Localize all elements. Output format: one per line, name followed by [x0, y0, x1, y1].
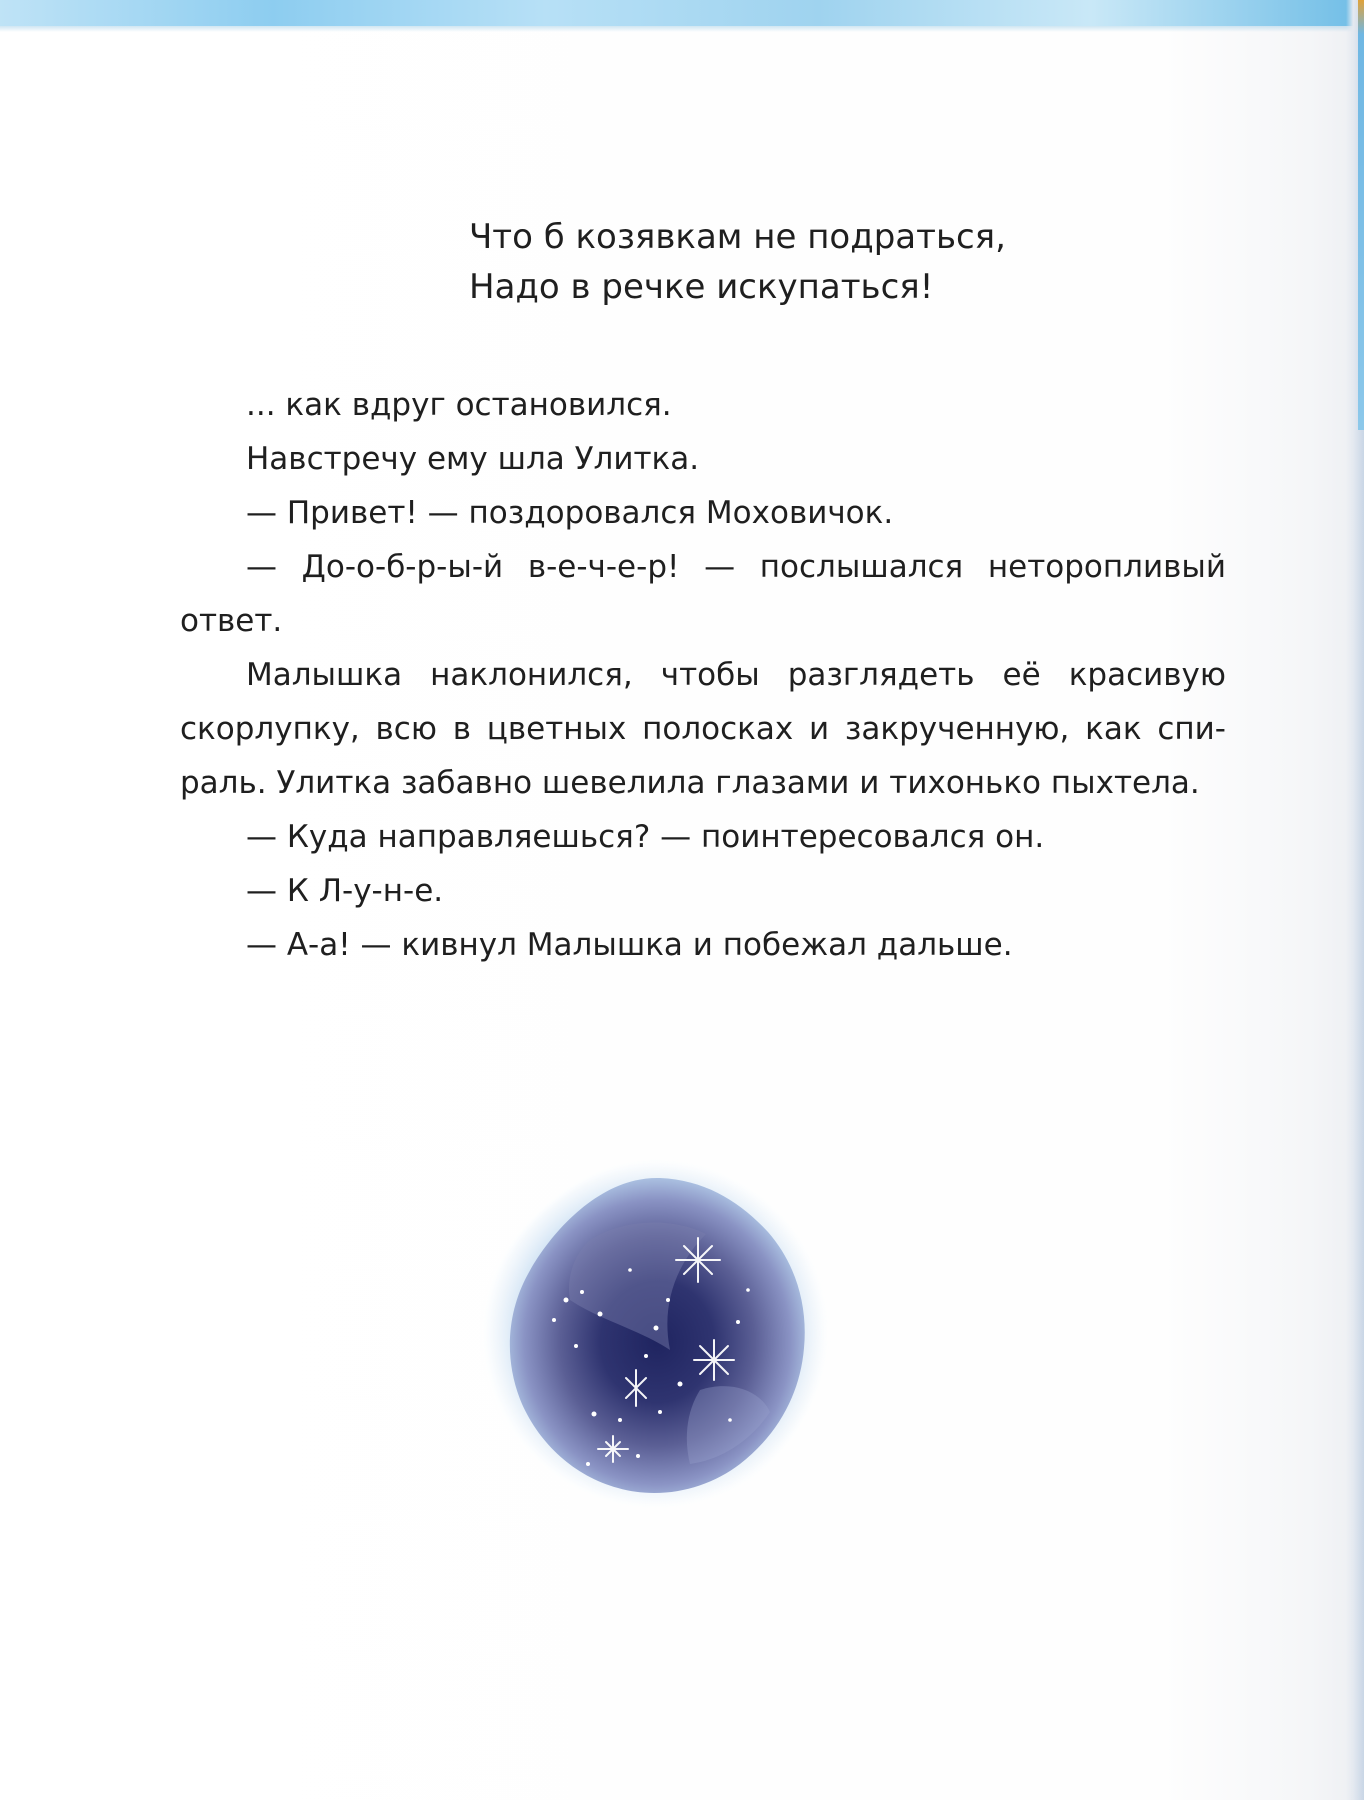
poem-line-1: Что б козявкам не подраться,: [469, 217, 1006, 257]
story-text: [180, 378, 1226, 972]
paragraph-3: — Привет! — поздоровался Моховичок.: [246, 495, 894, 531]
watercolor-night-sky-icon: [470, 1150, 840, 1520]
paragraph-4: — До-о-б-р-ы-й в-е-ч-е-р! — послышался неторопливый ответ.: [180, 549, 1226, 639]
paragraph-8: — А-а! — кивнул Малышка и побежал дальше.: [246, 927, 1013, 963]
previous-page-edge-illustration: [0, 0, 1364, 26]
paragraph-6: — Куда направляешься? — поинтересовался он.: [246, 819, 1045, 855]
paragraph-2: Навстречу ему шла Улитка.: [246, 441, 700, 477]
paragraph-1: ... как вдруг остановился.: [246, 387, 672, 423]
paragraph-5: Малышка наклонился, чтобы разглядеть её красивую скорлупку, всю в цветных полосках и закрученную, как спи-раль. Улитка забавно шевелила глазами и тихонько пыхтела.: [180, 657, 1226, 801]
poem-line-2: Надо в речке искупаться!: [469, 267, 934, 307]
page-edge-color-strip: [1358, 0, 1364, 430]
paragraph-7: — К Л-у-н-е.: [246, 873, 444, 909]
poem-verse: [469, 212, 1006, 312]
